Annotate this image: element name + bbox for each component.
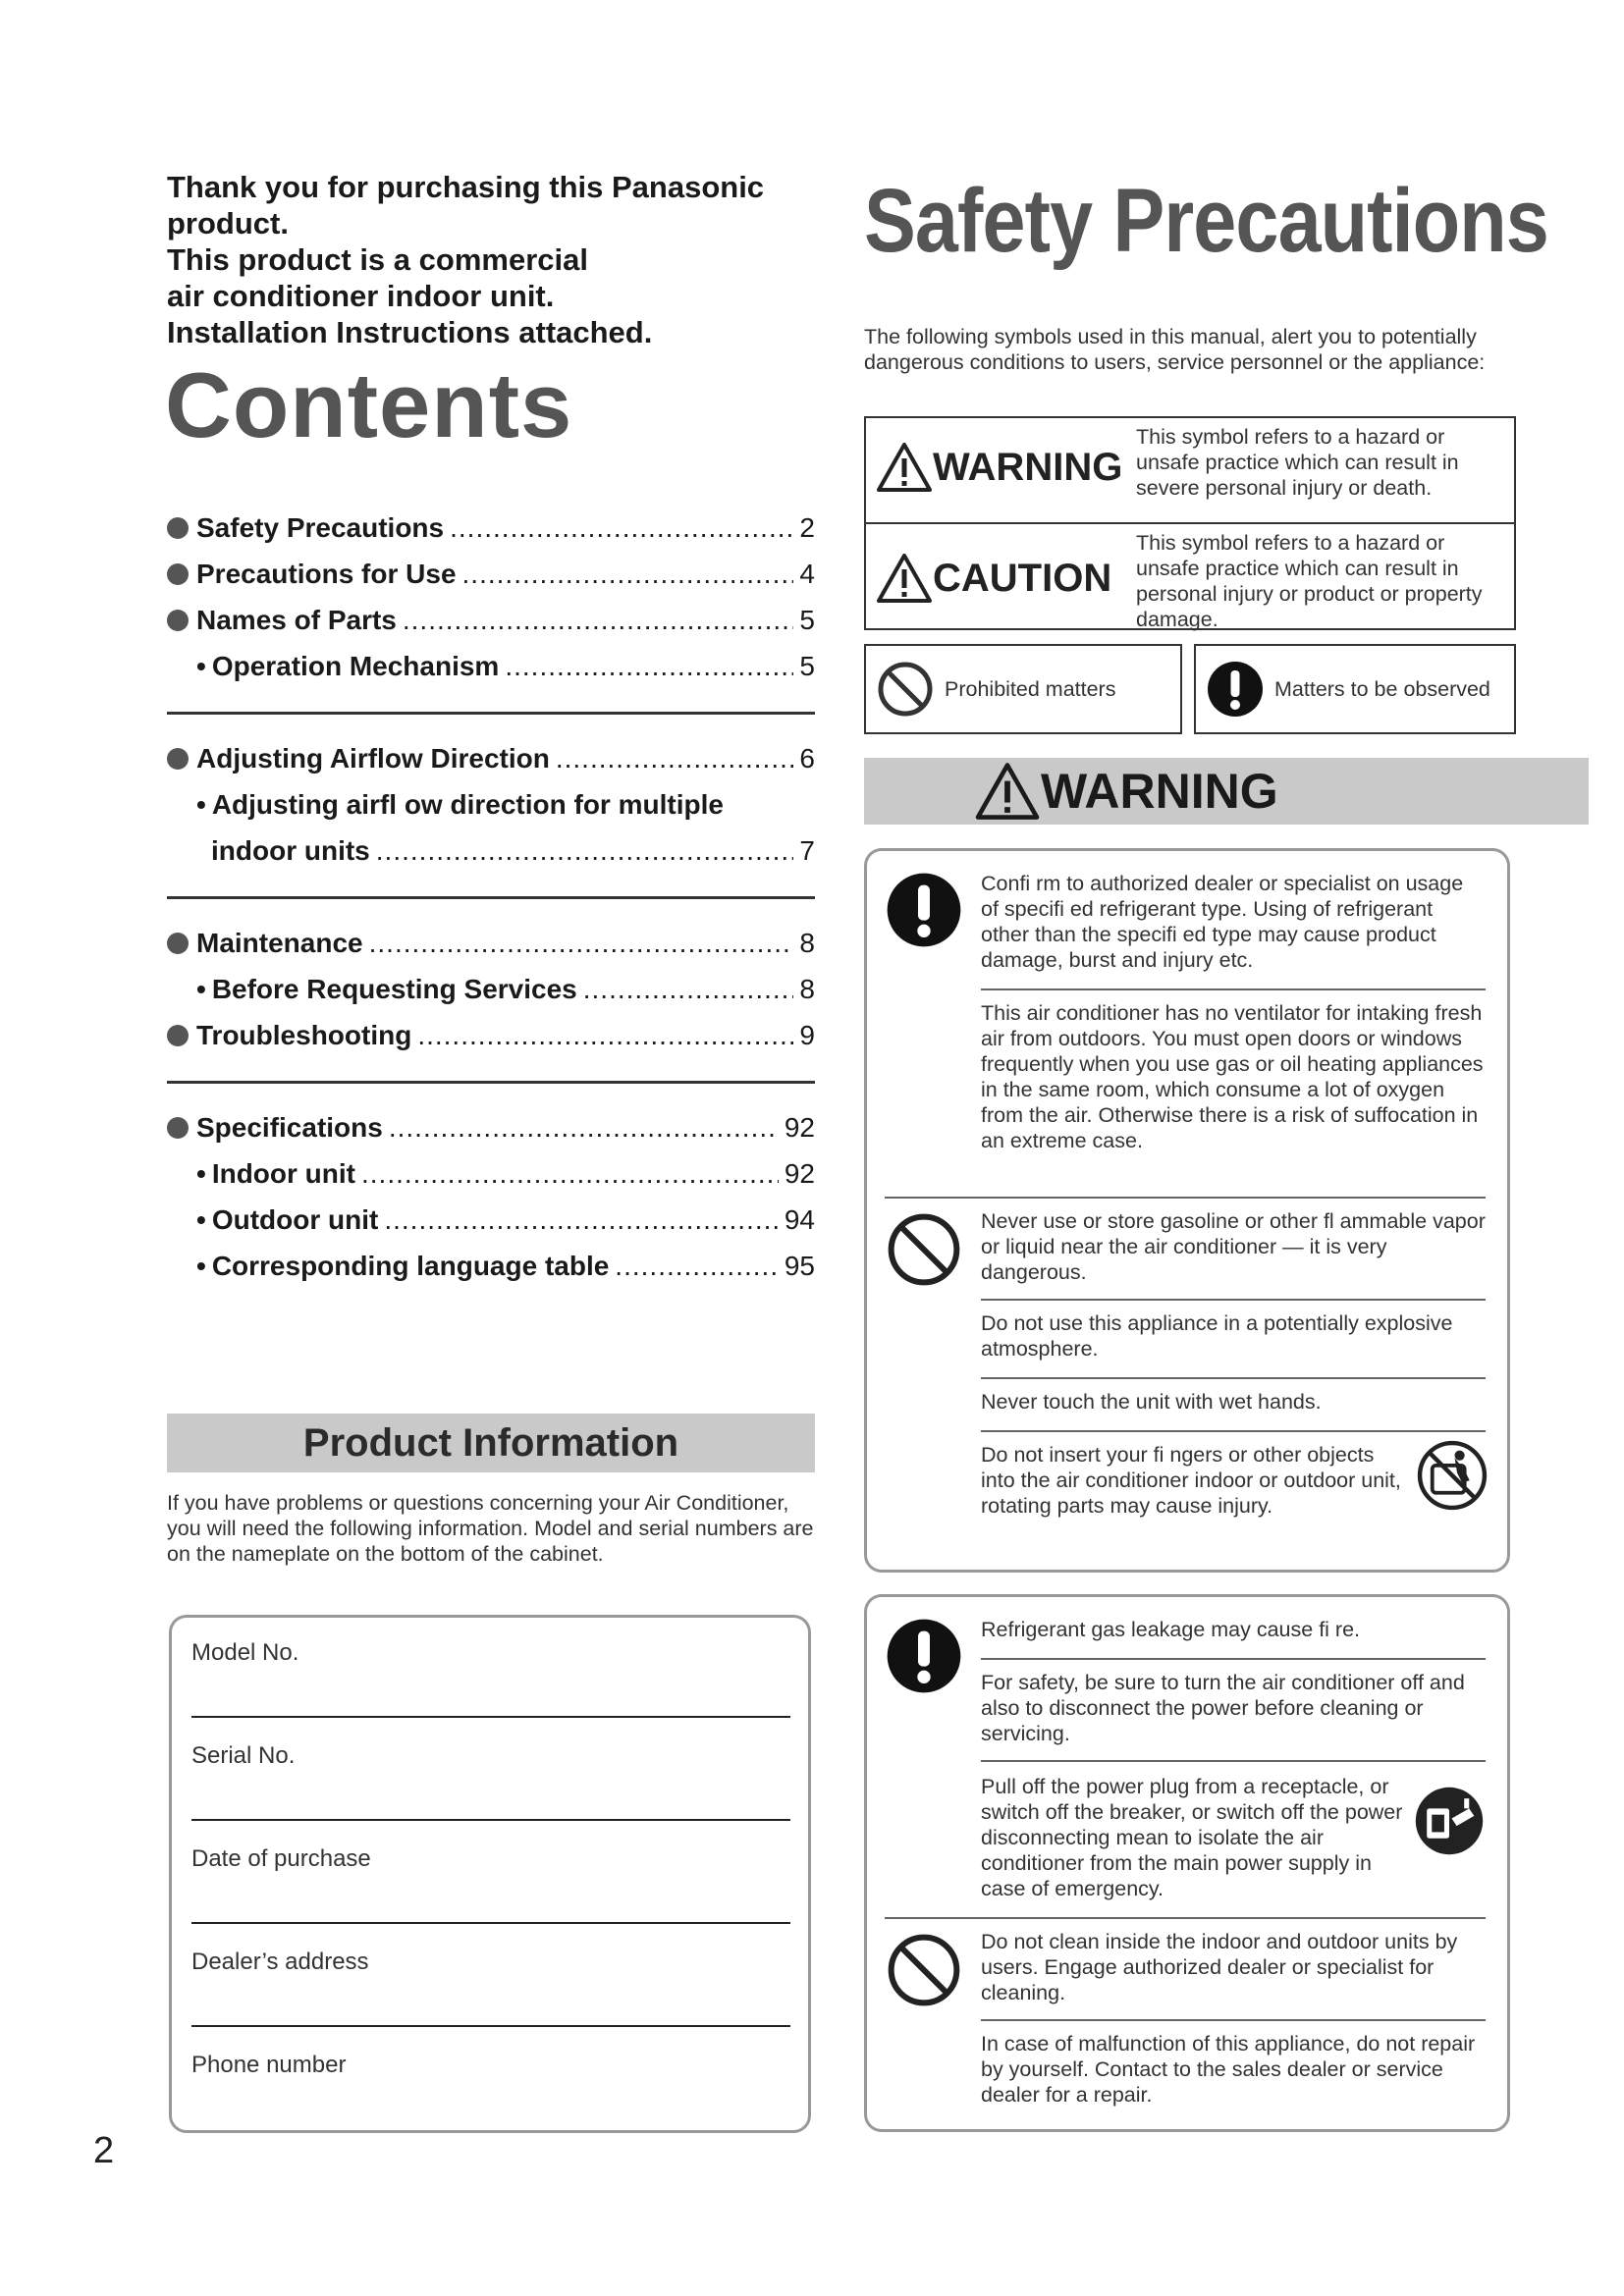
toc-page: 94 [784, 1204, 815, 1235]
toc-page: 5 [799, 651, 815, 681]
dealer-address-field[interactable]: Dealer’s address [191, 1927, 790, 2030]
caution-triangle-icon [876, 553, 933, 604]
bullet-icon [167, 1025, 189, 1046]
symbol-legend-table [864, 416, 1516, 630]
caution-description: This symbol refers to a hazard or unsafe practice which can result in personal injury or product or property damage. [1136, 531, 1483, 631]
caution-symbol-row [866, 522, 1514, 631]
toc-item-names-of-parts[interactable]: Names of Parts ..... 5 [167, 605, 815, 644]
mandatory-icon [1206, 660, 1265, 719]
safety-precautions-title: Safety Precautions [864, 171, 1548, 271]
toc-divider [167, 712, 815, 715]
warning-item: For safety, be sure to turn the air conditioner off and also to disconnect the power before cleaning or servicing. [981, 1671, 1465, 1745]
caution-label: CAUTION [933, 556, 1112, 600]
product-information-heading: Product Information [167, 1414, 815, 1472]
warning-description: This symbol refers to a hazard or unsafe practice which can result in severe personal injury or death. [1136, 425, 1459, 500]
warning-triangle-icon [876, 442, 933, 493]
model-no-field[interactable]: Model No. [191, 1618, 790, 1721]
symbols-intro: The following symbols used in this manual, alert you to potentially dangerous conditions to users, service personnel or the appliance: [864, 325, 1486, 374]
toc-page: 2 [799, 512, 815, 543]
bullet-icon [167, 1117, 189, 1139]
mandatory-icon [885, 1617, 963, 1695]
toc-divider [167, 1081, 815, 1084]
prohibited-icon [885, 1210, 963, 1289]
prohibited-icon [876, 660, 935, 719]
product-information-text: If you have problems or questions concerning your Air Conditioner, you will need the following information. Model and serial numbers are on the nameplate on the bottom of the cabinet. [167, 1491, 814, 1566]
observe-legend [1194, 644, 1516, 734]
toc-item-indoor-units[interactable]: indoor units ..... 7 [211, 835, 815, 875]
bullet-icon [167, 933, 189, 954]
bullet-icon [167, 563, 189, 585]
mandatory-icon [885, 871, 963, 949]
warning-panel-2 [864, 1594, 1510, 2132]
warning-item: This air conditioner has no ventilator for intaking fresh air from outdoors. You must open doors or windows frequently when you use gas or oil heating appliances in the same room, which consume a lot of oxygen from the air. Otherwise there is a risk of suffocation in an extreme case. [981, 1001, 1484, 1152]
toc-page: 6 [799, 743, 815, 774]
toc-item-before-requesting[interactable]: • Before Requesting Services ..... 8 [196, 974, 815, 1013]
bullet-icon [167, 748, 189, 770]
intro-line: air conditioner indoor unit. [167, 279, 555, 313]
bullet-icon [167, 517, 189, 539]
prohibited-icon [885, 1931, 963, 2009]
toc-item-maintenance[interactable]: Maintenance ..... 8 [167, 928, 815, 967]
warning-panel-1 [864, 848, 1510, 1573]
intro-line: Installation Instructions attached. [167, 315, 653, 349]
warning-item: Do not use this appliance in a potentially explosive atmosphere. [981, 1311, 1453, 1361]
toc-page: 8 [799, 928, 815, 958]
toc-page: 8 [799, 974, 815, 1004]
toc-page: 92 [784, 1158, 815, 1189]
toc-page: 9 [799, 1020, 815, 1050]
warning-item: Never touch the unit with wet hands. [981, 1390, 1322, 1414]
toc-item-troubleshooting[interactable]: Troubleshooting ..... 9 [167, 1020, 815, 1059]
phone-number-field[interactable]: Phone number [191, 2052, 347, 2078]
warning-item: Never use or store gasoline or other fl ammable vapor or liquid near the air conditioner — it is very dangerous. [981, 1209, 1486, 1284]
toc-item-language-table[interactable]: • Corresponding language table ..... 95 [196, 1251, 815, 1290]
contents-title: Contents [165, 353, 573, 456]
toc-page: 95 [784, 1251, 815, 1281]
intro-line: Thank you for purchasing this Panasonic [167, 170, 765, 204]
warning-item: Confi rm to authorized dealer or specialist on usage of specifi ed refrigerant type. Using of refrigerant other than the specifi ed type may cause product damage, burst and injury etc. [981, 872, 1464, 972]
warning-item: In case of malfunction of this appliance, do not repair by yourself. Contact to the sales dealer or service dealer for a repair. [981, 2032, 1476, 2107]
toc-page: 92 [784, 1112, 815, 1143]
warning-banner [864, 758, 1589, 825]
prohibited-label: Prohibited matters [945, 677, 1116, 701]
unplug-icon [1412, 1784, 1487, 1858]
warning-item: Refrigerant gas leakage may cause fi re. [981, 1618, 1361, 1641]
intro-line: product. [167, 206, 289, 240]
toc-item-operation-mechanism[interactable]: • Operation Mechanism ..... 5 [196, 651, 815, 690]
toc-page: 4 [799, 559, 815, 589]
toc-item-adjusting-airflow[interactable]: Adjusting Airflow Direction ..... 6 [167, 743, 815, 782]
toc-item-safety-precautions[interactable]: Safety Precautions ..... 2 [167, 512, 815, 552]
warning-item: Pull off the power plug from a receptacle, or switch off the breaker, or switch off the power disconnecting mean to isolate the air conditioner from the main power supply in case of emergency. [981, 1775, 1403, 1900]
toc-page: 7 [799, 835, 815, 866]
bullet-icon [167, 610, 189, 631]
toc-divider [167, 896, 815, 899]
product-info-form [169, 1615, 811, 2133]
toc-item-outdoor-unit[interactable]: • Outdoor unit ..... 94 [196, 1204, 815, 1244]
warning-banner-label: WARNING [1041, 764, 1278, 819]
serial-no-field[interactable]: Serial No. [191, 1721, 790, 1824]
warning-item: Do not clean inside the indoor and outdoor units by users. Engage authorized dealer or specialist for cleaning. [981, 1930, 1458, 2004]
observe-label: Matters to be observed [1274, 677, 1490, 701]
toc-item-indoor-unit[interactable]: • Indoor unit ..... 92 [196, 1158, 815, 1198]
date-of-purchase-field[interactable]: Date of purchase [191, 1824, 790, 1927]
toc-item-specifications[interactable]: Specifications ..... 92 [167, 1112, 815, 1151]
warning-triangle-icon [974, 762, 1041, 821]
warning-symbol-row [866, 418, 1514, 522]
intro-line: This product is a commercial [167, 242, 588, 277]
intro-text [167, 169, 815, 350]
page-number: 2 [93, 2130, 115, 2171]
warning-label: WARNING [933, 445, 1123, 489]
toc-item-precautions-for-use[interactable]: Precautions for Use ..... 4 [167, 559, 815, 598]
no-fingers-icon [1415, 1438, 1489, 1513]
prohibited-legend [864, 644, 1182, 734]
toc-page: 5 [799, 605, 815, 635]
toc-item-adjusting-multiple[interactable]: • Adjusting airfl ow direction for multiple [196, 789, 724, 820]
warning-item: Do not insert your fi ngers or other objects into the air conditioner indoor or outdoor unit, rotating parts may cause injury. [981, 1443, 1401, 1518]
